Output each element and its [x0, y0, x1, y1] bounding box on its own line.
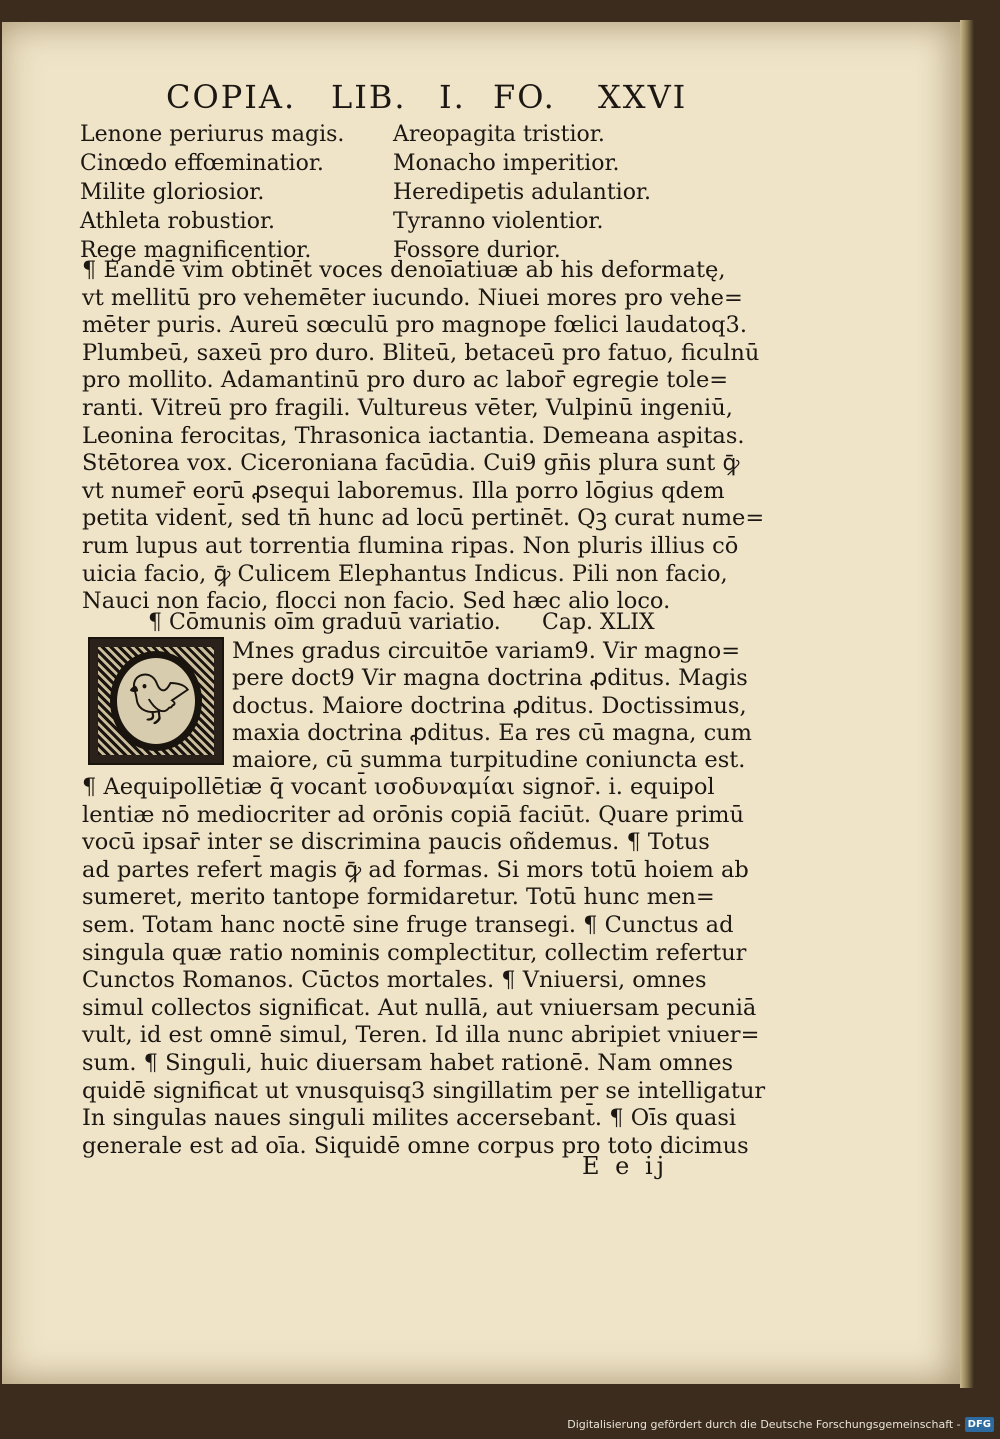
- text-line: ranti. Vitreū pro fragili. Vultureus vēter, Vulpinū ingeniū,: [82, 394, 733, 421]
- text-line: singula quæ ratio nominis complectitur, collectim refertur: [82, 939, 747, 966]
- text-line: vt numer̄ eorū ꝓsequi laboremus. Illa porro lōgius qdem: [82, 477, 725, 504]
- paragraph-equipollence: [82, 774, 765, 1160]
- header-fo: FO.: [493, 78, 556, 116]
- list-item: Rege magnificentior.: [80, 238, 312, 263]
- paragraph-denominative-words: [82, 257, 764, 616]
- text-line: Cunctos Romanos. Cūctos mortales. ¶ Vniuersi, omnes: [82, 967, 707, 994]
- text-line: Mnes gradus circuitōe variam9. Vir magno=: [232, 638, 741, 664]
- text-line: lentiæ nō mediocriter ad orōnis copiā faciūt. Quare primū: [82, 801, 744, 828]
- text-line: generale est ad oīa. Siquidē omne corpus pro toto dicimus: [82, 1132, 749, 1159]
- text-line: sumeret, merito tantope formidaretur. Totū hunc men=: [82, 884, 715, 911]
- text-line: uicia facio, ꝙ̄ Culicem Elephantus Indicus. Pili non facio,: [82, 560, 728, 587]
- decorated-initial-o: [88, 637, 224, 765]
- text-line: quidē significat ut vnusquisq3 singillatim per se intelligatur: [82, 1077, 766, 1104]
- text-line: maxia doctrina ꝓditus. Ea res cū magna, cum: [232, 719, 753, 746]
- funding-note: [567, 1413, 994, 1435]
- bird-icon: 🐦︎: [128, 670, 192, 728]
- chapter-number: Cap. XLIX: [542, 610, 655, 635]
- text-line: pere doct9 Vir magna doctrina ꝓditus. Magis: [232, 665, 748, 692]
- dfg-logo: DFG: [965, 1417, 994, 1432]
- text-line: sum. ¶ Singuli, huic diuersam habet rationē. Nam omnes: [82, 1049, 734, 1076]
- text-line: Stētorea vox. Ciceroniana facūdia. Cui9 gn̄is plura sunt ꝙ̄: [82, 450, 740, 477]
- text-line: ad partes refert̄ magis ꝙ̄ ad formas. Si mors totū hoiem ab: [82, 856, 749, 883]
- text-line: Plumbeū, saxeū pro duro. Bliteū, betaceū pro fatuo, ficulnū: [82, 339, 760, 366]
- text-line: ¶ Aequipollētiæ q̄ vocant̄ ισοδυναμίαι signor̄. i. equipol: [82, 774, 715, 800]
- signature-mark: E e ij: [582, 1152, 669, 1180]
- header-title: COPIA.: [166, 78, 297, 116]
- list-item: Tyranno violentior.: [393, 209, 604, 234]
- text-line: rum lupus aut torrentia flumina ripas. Non pluris illius cō: [82, 532, 739, 559]
- list-item: Milite gloriosior.: [80, 180, 265, 205]
- list-item: Cinœdo effœminatior.: [80, 151, 324, 176]
- text-line: mēter puris. Aureū sœculū pro magnope fœlici laudatoq3.: [82, 312, 748, 339]
- list-item: Monacho imperitior.: [393, 151, 620, 176]
- text-line: sem. Totam hanc noctē sine fruge transegi. ¶ Cunctus ad: [82, 911, 734, 938]
- text-line: vocū ipsar̄ inter se discrimina paucis oñdemus. ¶ Totus: [82, 829, 710, 856]
- text-line: vt mellitū pro vehemēter iucundo. Niuei mores pro vehe=: [82, 284, 743, 311]
- text-line: Nauci non facio, flocci non facio. Sed hæc alio loco.: [82, 588, 671, 615]
- list-item: Fossore durior.: [393, 238, 561, 263]
- text-line: pro mollito. Adamantinū pro duro ac labor̄ egregie tole=: [82, 367, 729, 394]
- text-line: vult, id est omnē simul, Teren. Id illa nunc abripiet vniuer=: [82, 1022, 760, 1049]
- text-line: petita vident̄, sed tn̄ hunc ad locū pertinēt. Qꝫ curat nume=: [82, 505, 765, 532]
- header-lib: LIB.: [331, 78, 407, 116]
- list-item: Heredipetis adulantior.: [393, 180, 652, 205]
- list-item: Areopagita tristior.: [393, 122, 605, 147]
- running-header: [166, 78, 706, 118]
- chapter-title: ¶ Cōmunis oīm graduū variatio.: [148, 610, 501, 635]
- page-edge: [960, 20, 974, 1388]
- paragraph-degree-variation: [232, 638, 752, 774]
- comparison-list-right: [393, 120, 651, 265]
- text-line: simul collectos significat. Aut nullā, aut vniuersam pecuniā: [82, 994, 757, 1021]
- list-item: Lenone periurus magis.: [80, 122, 345, 147]
- header-folio-number: XXVI: [598, 78, 688, 116]
- text-line: doctus. Maiore doctrina ꝓditus. Doctissimus,: [232, 692, 747, 719]
- text-line: Leonina ferocitas, Thrasonica iactantia. Demeana aspitas.: [82, 422, 745, 449]
- text-line: maiore, cū summa turpitudine coniuncta est.: [232, 747, 746, 774]
- comparison-list-left: [80, 120, 344, 265]
- funding-text: Digitalisierung gefördert durch die Deutsche Forschungsgemeinschaft -: [567, 1417, 961, 1431]
- header-book-number: I.: [439, 78, 466, 116]
- text-line: ¶ Eandē vim obtinēt voces denoīatiuæ ab his deformatę,: [82, 257, 726, 283]
- list-item: Athleta robustior.: [80, 209, 276, 234]
- text-line: In singulas naues singuli milites accersebant̄. ¶ Oīs quasi: [82, 1105, 737, 1132]
